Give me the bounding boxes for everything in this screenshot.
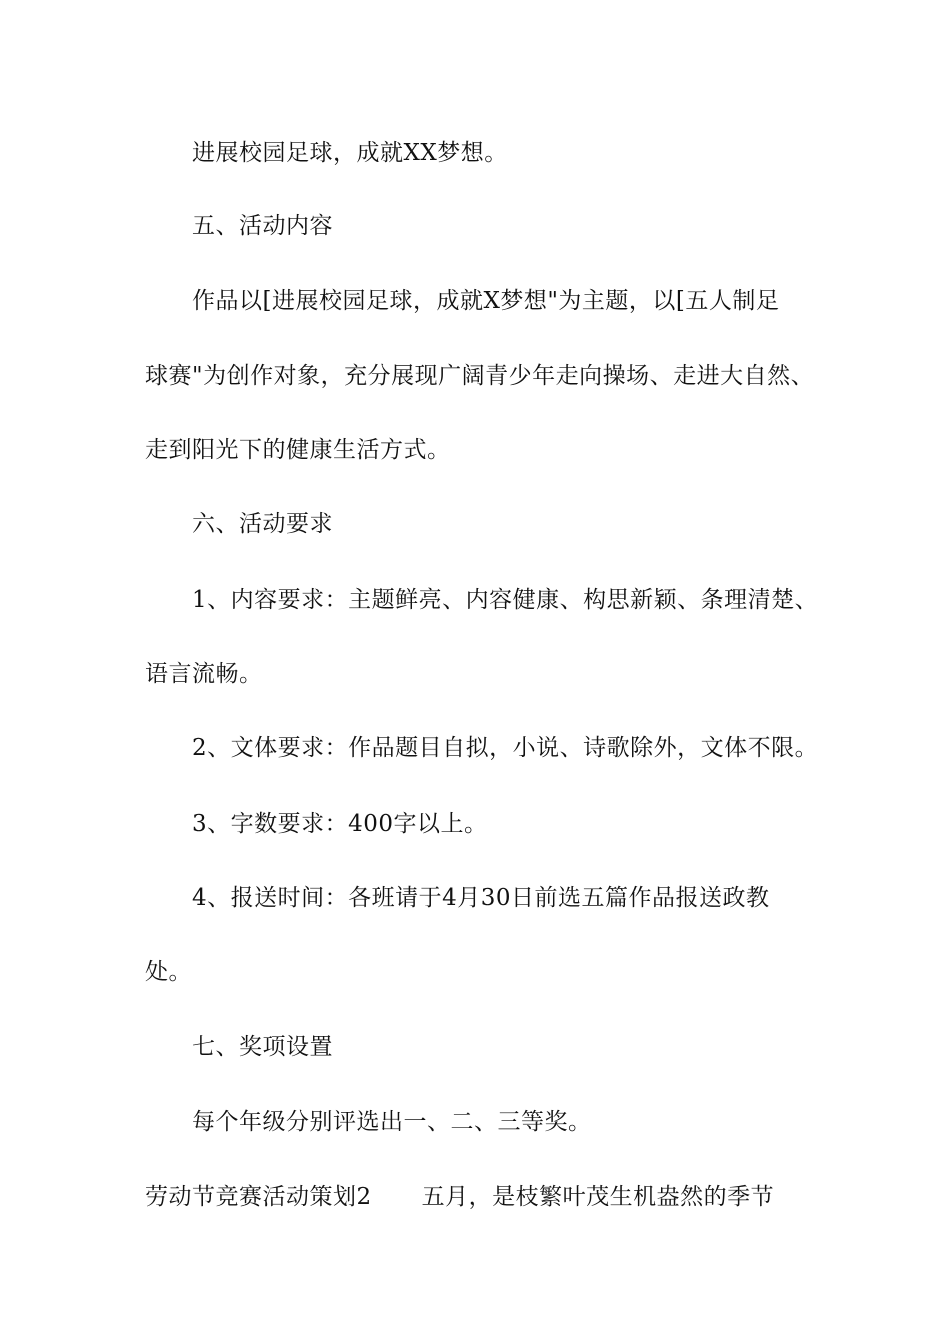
requirement-4-line-2: 处。 <box>145 959 192 985</box>
heading-activity-requirements: 六、活动要求 <box>192 511 333 537</box>
next-section-title: 劳动节竞赛活动策划2 <box>145 1184 372 1210</box>
requirement-1-line-2: 语言流畅。 <box>145 661 263 687</box>
heading-activity-content: 五、活动内容 <box>192 213 333 239</box>
paragraph-awards: 每个年级分别评选出一、二、三等奖。 <box>192 1109 592 1135</box>
paragraph-content-line-3: 走到阳光下的健康生活方式。 <box>145 437 451 463</box>
requirement-3: 3、字数要求：400字以上。 <box>192 811 488 837</box>
requirement-1-line-1: 1、内容要求：主题鲜亮、内容健康、构思新颖、条理清楚、 <box>192 587 819 613</box>
next-section-intro: 五月，是枝繁叶茂生机盎然的季节 <box>421 1184 775 1210</box>
heading-awards: 七、奖项设置 <box>192 1034 333 1060</box>
next-section-line <box>145 1182 825 1212</box>
requirement-4-line-1: 4、报送时间：各班请于4月30日前选五篇作品报送政教 <box>192 885 770 911</box>
paragraph-content-line-1: 作品以[进展校园足球，成就X梦想"为主题，以[五人制足 <box>192 288 780 314</box>
paragraph-slogan: 进展校园足球，成就XX梦想。 <box>192 140 508 166</box>
requirement-2: 2、文体要求：作品题目自拟，小说、诗歌除外，文体不限。 <box>192 735 819 761</box>
paragraph-content-line-2: 球赛"为创作对象，充分展现广阔青少年走向操场、走进大自然、 <box>145 363 815 389</box>
